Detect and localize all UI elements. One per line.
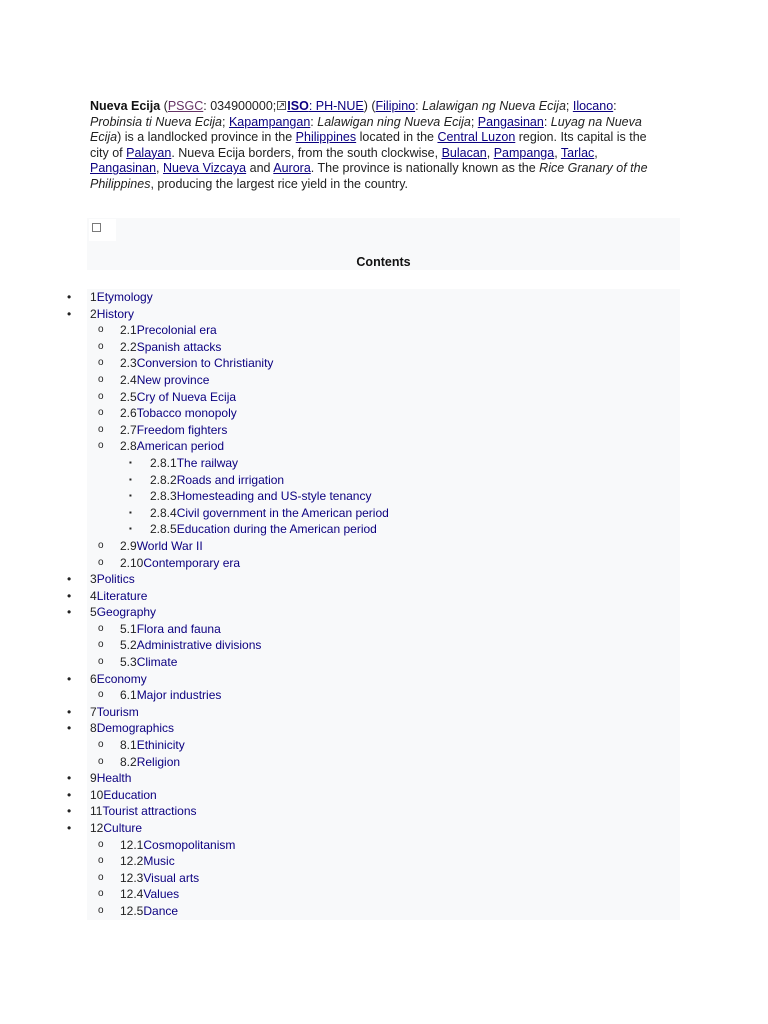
- toc-label[interactable]: The railway: [176, 455, 239, 470]
- toc-bullet: •: [67, 787, 72, 802]
- toc-link[interactable]: [120, 538, 203, 555]
- toc-number: 5: [90, 605, 97, 620]
- toc-bullet: o: [98, 390, 104, 402]
- pangasinan-name: Luyag na Nueva Ecija: [90, 114, 642, 145]
- toc-bullet: •: [67, 671, 72, 686]
- toc-item[interactable]: [0, 289, 768, 306]
- toc-link[interactable]: [150, 505, 389, 522]
- toc-number: 3: [90, 572, 97, 587]
- toc-number: 11: [90, 804, 103, 819]
- toc-item[interactable]: [0, 704, 768, 721]
- toc-number: 2.8.5: [150, 522, 177, 537]
- toc-number: 2.5: [120, 389, 137, 404]
- intro-paragraph: Nueva Ecija (PSGC: 034900000; ISO: PH-NUE) (Filipino: Lalawigan ng Nueva Ecija; Ilocano: Probinsia ti Nueva Ecija; Kapampangan: Lalawigan ning Nueva Ecija; Pangasinan: Luyag na Nueva Ecija) is a landlocked province in the Philippines located in the Central Luzon region. Its capital is the city of Palayan. Nueva Ecija borders, from the south clockwise, Bulacan, Pampanga, Tarlac, Pangasinan, Nueva Vizcaya and Aurora. The province is nationally known as the Rice Granary of the Philippines, producing the largest rice yield in the country.: [90, 99, 648, 191]
- toc-link[interactable]: [120, 389, 236, 406]
- ilocano-name: Probinsia ti Nueva Ecija: [90, 114, 223, 129]
- toc-label[interactable]: Health: [96, 771, 132, 786]
- toc-row-background: [87, 770, 680, 787]
- toc-item[interactable]: [0, 588, 768, 605]
- contents-title: Contents: [356, 255, 411, 269]
- pampanga-link[interactable]: Pampanga: [493, 145, 555, 160]
- toc-link[interactable]: [120, 621, 221, 638]
- toc-link[interactable]: [120, 637, 261, 654]
- toc-link[interactable]: [120, 870, 199, 887]
- toc-row-background: [87, 704, 680, 721]
- psgc-value: : 034900000;: [203, 99, 277, 113]
- toc-item[interactable]: [0, 555, 768, 572]
- toc-label[interactable]: Flora and fauna: [136, 621, 221, 636]
- toc-number: 2.8.2: [150, 472, 177, 487]
- nueva-vizcaya-link[interactable]: Nueva Vizcaya: [162, 161, 247, 176]
- intro-text-4: . Nueva Ecija borders, from the south clockwise,: [171, 145, 442, 160]
- toc-item[interactable]: [0, 770, 768, 787]
- toc-bullet: •: [67, 605, 72, 620]
- toc-link[interactable]: [120, 853, 175, 870]
- toc-link[interactable]: [120, 737, 185, 754]
- toc-number: 2.3: [120, 356, 137, 371]
- toc-number: 12.5: [120, 903, 144, 918]
- toc-bullet: ▪: [129, 507, 132, 517]
- toc-number: 2.10: [120, 555, 144, 570]
- toc-row-background: [87, 588, 680, 605]
- toc-item[interactable]: [0, 754, 768, 771]
- toc-item[interactable]: [0, 870, 768, 887]
- toc-label[interactable]: Tourist attractions: [102, 804, 197, 819]
- toc-bullet: o: [98, 855, 104, 867]
- toc-row-background: [87, 571, 680, 588]
- toc-row-background: [87, 671, 680, 688]
- toc-link[interactable]: [90, 704, 139, 721]
- toc-link[interactable]: [90, 306, 134, 323]
- external-link-icon: [277, 101, 286, 110]
- toc-item[interactable]: [0, 803, 768, 820]
- toc-number: 1: [90, 290, 97, 304]
- toc-number: 9: [90, 771, 97, 786]
- toc-link[interactable]: [120, 886, 179, 903]
- toc-label[interactable]: Tourism: [96, 704, 139, 719]
- toc-link[interactable]: [90, 803, 197, 820]
- toc-number: 2.6: [120, 406, 137, 421]
- toc-item[interactable]: [0, 372, 768, 389]
- toc-number: 2.8: [120, 439, 137, 454]
- toc-link[interactable]: [150, 488, 371, 505]
- intro-text-3: region. Its capital is the city of: [90, 130, 647, 160]
- toc-bullet: •: [67, 721, 72, 736]
- toc-bullet: o: [98, 904, 104, 916]
- toc-label[interactable]: Cry of Nueva Ecija: [136, 389, 237, 404]
- toc-link[interactable]: [120, 654, 177, 671]
- toc-label[interactable]: Religion: [136, 754, 181, 769]
- toc-row-background: [87, 289, 680, 306]
- toc-number: 6.1: [120, 688, 137, 703]
- toc-item[interactable]: [0, 787, 768, 804]
- toc-label[interactable]: Administrative divisions: [136, 638, 262, 653]
- toc-bullet: o: [98, 440, 104, 452]
- toc-number: 6: [90, 671, 97, 686]
- toc-item[interactable]: [0, 886, 768, 903]
- toc-number: 12: [90, 821, 104, 835]
- toc-bullet: o: [98, 539, 104, 551]
- toc-item[interactable]: [0, 438, 768, 455]
- toc-number: 12.1: [120, 837, 144, 852]
- toc-item[interactable]: [0, 604, 768, 621]
- toc-link[interactable]: [120, 422, 227, 439]
- psgc-link[interactable]: PSGC: [167, 99, 204, 113]
- article-title: Nueva Ecija: [90, 99, 161, 113]
- toc-number: 2.7: [120, 422, 137, 437]
- toc-bullet: o: [98, 622, 104, 634]
- toc-item[interactable]: [0, 306, 768, 323]
- toc-bullet: ▪: [129, 474, 132, 484]
- toc-link[interactable]: [90, 588, 147, 605]
- pangasinan-province-link[interactable]: Pangasinan: [90, 161, 157, 176]
- toc-number: 2.4: [120, 372, 137, 387]
- rice-granary-phrase: Rice Granary of the Philippines: [90, 161, 648, 191]
- toc-item[interactable]: [0, 853, 768, 870]
- toc-label[interactable]: Freedom fighters: [136, 422, 228, 437]
- toc-item[interactable]: [0, 455, 768, 472]
- toc-item[interactable]: [0, 405, 768, 422]
- toc-item[interactable]: [0, 521, 768, 538]
- kapampangan-name: Lalawigan ning Nueva Ecija: [317, 114, 471, 129]
- toc-bullet: o: [98, 423, 104, 435]
- toc-item[interactable]: [0, 720, 768, 737]
- toc-label[interactable]: Spanish attacks: [136, 339, 222, 354]
- toc-label[interactable]: Tobacco monopoly: [136, 406, 237, 421]
- toc-label[interactable]: Education during the American period: [176, 522, 377, 537]
- toc-bullet: •: [67, 290, 72, 304]
- toc-label[interactable]: World War II: [136, 538, 203, 553]
- toc-label[interactable]: Civil government in the American period: [176, 505, 389, 520]
- toc-link[interactable]: [120, 754, 180, 771]
- toc-row-background: [87, 787, 680, 804]
- toc-bullet: •: [67, 572, 72, 587]
- toc-number: 5.3: [120, 655, 137, 670]
- toc-item[interactable]: [0, 903, 768, 920]
- toc-number: 7: [90, 704, 97, 719]
- toc-link[interactable]: [150, 472, 284, 489]
- iso-code-link[interactable]: : PH-NUE: [308, 99, 364, 113]
- filipino-link[interactable]: Filipino: [375, 99, 416, 113]
- iso-link[interactable]: ISO: [287, 99, 309, 113]
- toc-link[interactable]: [150, 521, 377, 538]
- toc-item[interactable]: [0, 837, 768, 854]
- toc-number: 8: [90, 721, 97, 736]
- toc-label[interactable]: Roads and irrigation: [176, 472, 285, 487]
- palayan-link[interactable]: Palayan: [126, 145, 172, 160]
- toc-number: 12.3: [120, 870, 144, 885]
- toc-item[interactable]: [0, 671, 768, 688]
- toc-link[interactable]: [90, 770, 131, 787]
- toc-row-background: [87, 306, 680, 323]
- toc-item[interactable]: [0, 687, 768, 704]
- toc-number: 2.1: [120, 323, 137, 338]
- toc-item[interactable]: [0, 505, 768, 522]
- toc-link[interactable]: [120, 322, 217, 339]
- toc-number: 2.8.4: [150, 505, 177, 520]
- toc-label[interactable]: Economy: [96, 671, 147, 686]
- toc-label[interactable]: Ethinicity: [136, 738, 185, 753]
- toc-label[interactable]: History: [96, 306, 135, 321]
- toc-bullet: o: [98, 324, 104, 336]
- toc-link[interactable]: [120, 372, 209, 389]
- toc-row-background: [87, 604, 680, 621]
- toc-label[interactable]: Education: [103, 787, 157, 802]
- toc-number: 4: [90, 588, 97, 603]
- pangasinan-language-link[interactable]: Pangasinan: [477, 114, 544, 129]
- toc-row-background: [87, 820, 680, 837]
- toc-number: 5.1: [120, 621, 137, 636]
- toc-link[interactable]: [120, 555, 240, 572]
- toc-row-background: [87, 720, 680, 737]
- intro-text-7: , producing the largest rice yield in the country.: [150, 176, 409, 191]
- toc-bullet: •: [67, 306, 72, 321]
- toc-number: 2: [90, 306, 97, 321]
- toc-number: 2.2: [120, 339, 137, 354]
- toc-item[interactable]: [0, 322, 768, 339]
- toc-bullet: •: [67, 588, 72, 603]
- toc-link[interactable]: [120, 438, 224, 455]
- toc-number: 2.9: [120, 538, 137, 553]
- intro-text-5: and: [246, 161, 274, 176]
- toc-bullet: o: [98, 407, 104, 419]
- toc-bullet: o: [98, 373, 104, 385]
- toc-bullet: o: [98, 739, 104, 751]
- toc-bullet: •: [67, 771, 72, 786]
- toc-label[interactable]: Dance: [143, 903, 179, 918]
- toc-label[interactable]: Politics: [96, 572, 135, 587]
- toc-link[interactable]: [90, 289, 153, 306]
- toc-item[interactable]: [0, 637, 768, 654]
- toc-label[interactable]: Major industries: [136, 688, 222, 703]
- toc-number: 8.1: [120, 738, 137, 753]
- toc-bullet: ▪: [129, 524, 132, 534]
- filipino-name: Lalawigan ng Nueva Ecija: [422, 99, 566, 113]
- toc-link[interactable]: [120, 355, 273, 372]
- toc-link[interactable]: [120, 687, 221, 704]
- toc-link[interactable]: [150, 455, 238, 472]
- intro-text-6: . The province is nationally known as the: [310, 161, 540, 176]
- toc-item[interactable]: [0, 621, 768, 638]
- toc-bullet: o: [98, 689, 104, 701]
- toc-label[interactable]: Music: [143, 854, 175, 869]
- toc-row-background: [87, 853, 680, 870]
- toc-number: 2.8.1: [150, 455, 177, 470]
- toc-label[interactable]: Precolonial era: [136, 323, 217, 338]
- toc-link[interactable]: [120, 405, 237, 422]
- kapampangan-link[interactable]: Kapampangan: [228, 114, 311, 129]
- toc-bullet: o: [98, 888, 104, 900]
- toc-label[interactable]: Etymology: [96, 290, 153, 304]
- toc-item[interactable]: [0, 472, 768, 489]
- toc-item[interactable]: [0, 737, 768, 754]
- toc-link[interactable]: [90, 820, 142, 837]
- toc-item[interactable]: [0, 820, 768, 837]
- ilocano-link[interactable]: Ilocano: [572, 99, 614, 113]
- toc-label[interactable]: Conversion to Christianity: [136, 356, 274, 371]
- toc-bullet: o: [98, 556, 104, 568]
- toc-label[interactable]: Cosmopolitanism: [143, 837, 236, 852]
- toc-item[interactable]: [0, 355, 768, 372]
- toc-link[interactable]: [90, 720, 174, 737]
- toc-item[interactable]: [0, 654, 768, 671]
- central-luzon-link[interactable]: Central Luzon: [437, 130, 516, 145]
- toc-item[interactable]: [0, 571, 768, 588]
- toc-label[interactable]: Homesteading and US-style tenancy: [176, 489, 372, 504]
- toc-link[interactable]: [90, 604, 156, 621]
- toc-label[interactable]: Geography: [96, 605, 157, 620]
- philippines-link[interactable]: Philippines: [295, 130, 357, 145]
- toc-bullet: •: [67, 804, 72, 819]
- toc-number: 8.2: [120, 754, 137, 769]
- toc-item[interactable]: [0, 538, 768, 555]
- toc-bullet: o: [98, 755, 104, 767]
- toc-bullet: •: [67, 704, 72, 719]
- toc-link[interactable]: [90, 787, 157, 804]
- toc-bullet: •: [67, 821, 72, 835]
- toc-number: 10: [90, 787, 104, 802]
- toc-bullet: o: [98, 340, 104, 352]
- toc-item[interactable]: [0, 488, 768, 505]
- toc-label[interactable]: Demographics: [96, 721, 175, 736]
- aurora-link[interactable]: Aurora: [273, 161, 311, 176]
- intro-text-1: ) is a landlocked province in the: [117, 130, 296, 145]
- toc-label[interactable]: Climate: [136, 655, 178, 670]
- toc-bullet: o: [98, 871, 104, 883]
- toc-label[interactable]: New province: [136, 372, 210, 387]
- tarlac-link[interactable]: Tarlac: [560, 145, 595, 160]
- table-of-contents: [0, 289, 768, 920]
- toc-label[interactable]: Visual arts: [143, 870, 200, 885]
- toc-toggle-checkbox[interactable]: [92, 223, 101, 232]
- toc-number: 2.8.3: [150, 489, 177, 504]
- toc-label[interactable]: Literature: [96, 588, 148, 603]
- toc-link[interactable]: [120, 339, 221, 356]
- toc-label[interactable]: Values: [143, 887, 180, 902]
- toc-bullet: o: [98, 656, 104, 668]
- toc-link[interactable]: [90, 671, 147, 688]
- toc-bullet: ▪: [129, 457, 132, 467]
- toc-bullet: ▪: [129, 491, 132, 501]
- toc-label[interactable]: Contemporary era: [143, 555, 241, 570]
- toc-link[interactable]: [120, 837, 235, 854]
- toc-bullet: o: [98, 838, 104, 850]
- toc-number: 12.2: [120, 854, 144, 869]
- toc-item[interactable]: [0, 422, 768, 439]
- toc-bullet: o: [98, 639, 104, 651]
- toc-link[interactable]: [120, 903, 178, 920]
- toc-number: 12.4: [120, 887, 144, 902]
- toc-number: 5.2: [120, 638, 137, 653]
- intro-text-2: located in the: [356, 130, 438, 145]
- bulacan-link[interactable]: Bulacan: [441, 145, 487, 160]
- toc-label[interactable]: Culture: [103, 821, 143, 835]
- toc-link[interactable]: [90, 571, 135, 588]
- toc-item[interactable]: [0, 339, 768, 356]
- toc-item[interactable]: [0, 389, 768, 406]
- toc-bullet: o: [98, 357, 104, 369]
- toc-label[interactable]: American period: [136, 439, 225, 454]
